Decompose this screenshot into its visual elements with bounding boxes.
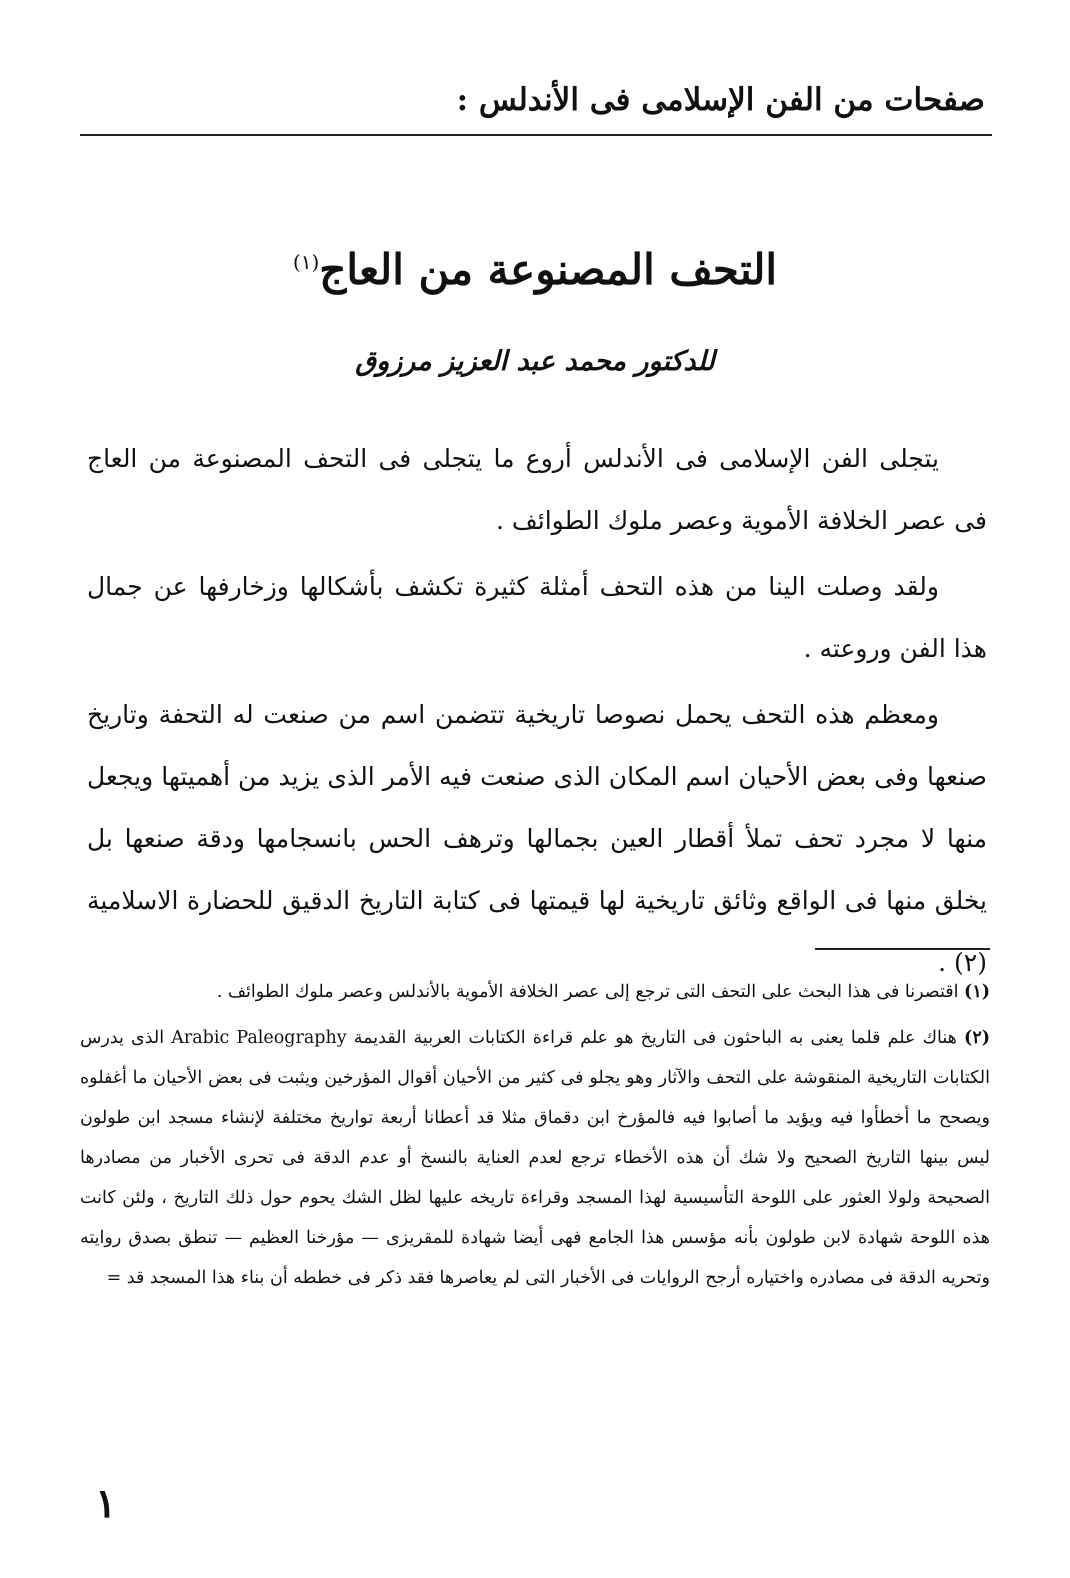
paragraph-3: ومعظم هذه التحف يحمل نصوصا تاريخية تتضمن اسم من صنعت له التحفة وتاريخ صنعها وفى بعض الأحيان اسم المكان الذى صنعت فيه الأمر الذى يزيد من أهميتها ويجعل منها لا مجرد تحف تملأ أقطار العين بجمالها وترهف الحس بانسجامها ودقة صنعها بل يخلق منها فى الواقع وثائق تاريخية لها قيمتها فى كتابة التاريخ الدقيق للحضارة الاسلامية (٢) .: [87, 700, 987, 977]
footnote-2-marker: (٢): [964, 1028, 991, 1048]
article-title: [120, 232, 950, 300]
paragraph-2: ولقد وصلت الينا من هذه التحف أمثلة كثيرة تكشف بأشكالها وزخارفها عن جمال هذا الفن وروعته .: [87, 572, 987, 663]
title-footnote-marker: (١): [292, 250, 320, 274]
footnotes: [80, 972, 990, 1304]
running-head: صفحات من الفن الإسلامى فى الأندلس :: [456, 82, 985, 118]
page-number: ١: [95, 1480, 117, 1527]
paragraph-1: يتجلى الفن الإسلامى فى الأندلس أروع ما يتجلى فى التحف المصنوعة من العاج فى عصر الخلافة الأموية وعصر ملوك الطوائف .: [87, 444, 987, 535]
footnote-1-text: اقتصرنا فى هذا البحث على التحف التى ترجع إلى عصر الخلافة الأموية بالأندلس وعصر ملوك الطوائف .: [216, 982, 959, 1002]
footnote-2: [80, 1018, 990, 1298]
footnote-rule: [815, 948, 990, 950]
body-text: [87, 428, 987, 998]
footnote-2-text: هناك علم قلما يعنى به الباحثون فى التاريخ هو علم قراءة الكتابات العربية القديمة Arabic Paleography الذى يدرس الكتابات التاريخية المنقوشة على التحف والآثار وهو يجلو فى كثير من الأحيان أقوال المؤرخين ويثبت فى بعض الأحيان ما أغفلوه ويصحح ما أخطأوا فيه ويؤيد ما أصابوا فيه فالمؤرخ ابن دقماق مثلا قد أعطانا أربعة تواريخ مختلفة لإنشاء مسجد ابن طولون ليس بينها التاريخ الصحيح ولا شك أن هذه الأخطاء ترجع لعدم العناية بالنسخ أو عدم الدقة فى تحرى الأخبار من مصادرها الصحيحة ولولا العثور على اللوحة التأسيسية لهذا المسجد وقراءة تاريخه عليها لظل الشك يحوم حول ذلك التاريخ ، ولئن كانت هذه اللوحة شهادة لابن طولون بأنه مؤسس هذا الجامع فهى أيضا شهادة للمقريزى — مؤرخنا العظيم — تنطق بصدق روايته وتحريه الدقة فى مصادره واختياره أرجح الروايات فى الأخبار التى لم يعاصرها فقد ذكر فى خططه أن بناء هذا المسجد قد =: [80, 1028, 990, 1288]
title-text: التحف المصنوعة من العاج: [319, 245, 778, 294]
footnote-1: [80, 972, 990, 1012]
header-rule: [80, 134, 992, 136]
author-byline: للدكتور محمد عبد العزيز مرزوق: [355, 346, 715, 377]
footnote-1-marker: (١): [964, 982, 990, 1002]
